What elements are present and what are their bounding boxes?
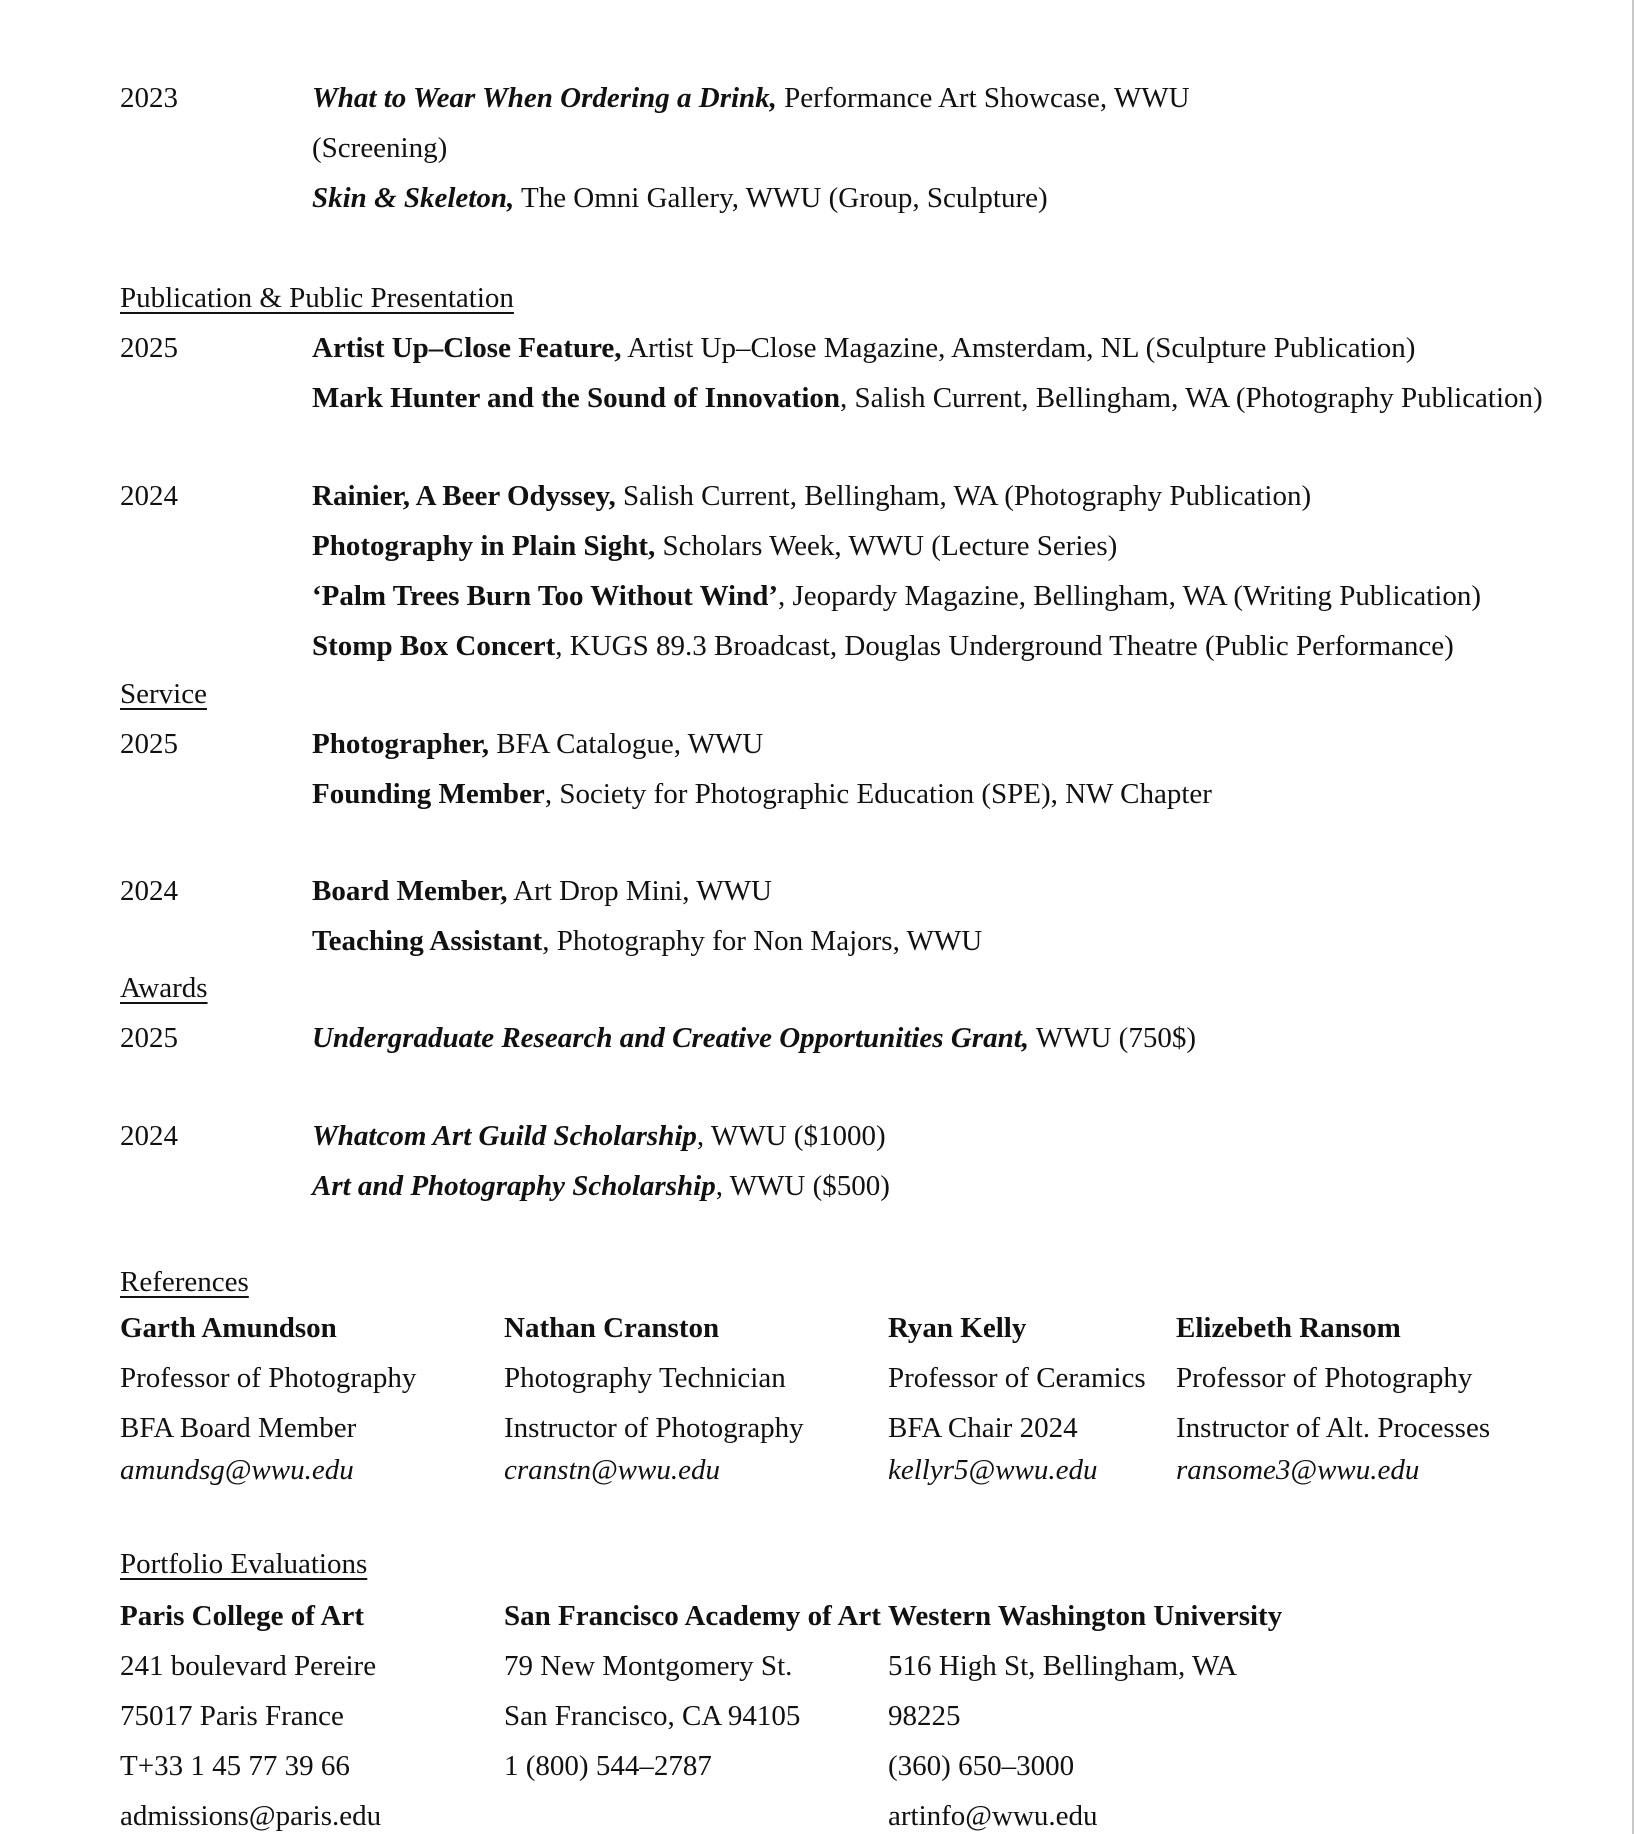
publication-entry [312, 628, 1454, 664]
school-address-line: 516 High St, Bellingham, WA [888, 1650, 1238, 1682]
reference-name: Ryan Kelly [888, 1312, 1027, 1344]
award-entry [312, 1118, 886, 1154]
reference-role: Professor of Photography [1176, 1362, 1473, 1394]
publication-entry [312, 528, 1117, 564]
school-phone: (360) 650–3000 [888, 1750, 1075, 1782]
publication-entry [312, 478, 1311, 514]
exhibition-entry-continued: (Screening) [312, 132, 448, 164]
school-phone: T+33 1 45 77 39 66 [120, 1750, 350, 1782]
entry-detail: Scholars Week, WWU (Lecture Series) [655, 530, 1118, 562]
reference-role: Professor of Ceramics [888, 1362, 1146, 1394]
exhibition-year-2023: 2023 [120, 82, 178, 114]
reference-email[interactable]: amundsg@wwu.edu [120, 1454, 354, 1486]
service-entry [312, 726, 763, 762]
school-name: Western Washington University [888, 1600, 1283, 1632]
entry-detail: , Photography for Non Majors, WWU [542, 925, 983, 957]
entry-detail: The Omni Gallery, WWU (Group, Sculpture) [514, 182, 1048, 214]
entry-title: Artist Up–Close Feature, [312, 332, 622, 364]
service-year-2024: 2024 [120, 875, 178, 907]
reference-role-secondary: BFA Chair 2024 [888, 1412, 1078, 1444]
section-heading-portfolio: Portfolio Evaluations [120, 1548, 368, 1580]
service-entry [312, 873, 772, 909]
reference-email[interactable]: ransome3@wwu.edu [1176, 1454, 1420, 1486]
publication-entry [312, 578, 1481, 614]
entry-detail: Artist Up–Close Magazine, Amsterdam, NL (Sculpture Publication) [621, 332, 1416, 364]
entry-detail: BFA Catalogue, WWU [488, 728, 764, 760]
entry-title: Mark Hunter and the Sound of Innovation [312, 382, 841, 414]
reference-role-secondary: Instructor of Photography [504, 1412, 804, 1444]
service-entry [312, 923, 982, 959]
awards-year-2025: 2025 [120, 1022, 178, 1054]
entry-detail: , Society for Photographic Education (SPE), NW Chapter [544, 778, 1212, 810]
section-heading-references: References [120, 1266, 249, 1298]
school-email[interactable]: artinfo@wwu.edu [888, 1800, 1098, 1832]
entry-detail: WWU (750$) [1029, 1022, 1196, 1054]
school-phone: 1 (800) 544–2787 [504, 1750, 712, 1782]
award-entry [312, 1020, 1196, 1056]
publication-year-2024: 2024 [120, 480, 178, 512]
school-name: San Francisco Academy of Art [504, 1600, 881, 1632]
entry-title: Board Member, [312, 875, 508, 907]
entry-detail: , KUGS 89.3 Broadcast, Douglas Underground Theatre (Public Performance) [555, 630, 1454, 662]
exhibition-entry [312, 180, 1048, 216]
entry-detail: Performance Art Showcase, WWU [776, 82, 1190, 114]
entry-detail: , Salish Current, Bellingham, WA (Photography Publication) [840, 382, 1543, 414]
school-name: Paris College of Art [120, 1600, 365, 1632]
entry-title: Stomp Box Concert [312, 630, 556, 662]
entry-title: Photography in Plain Sight, [312, 530, 656, 562]
entry-title: Art and Photography Scholarship [312, 1170, 716, 1202]
publication-entry [312, 380, 1543, 416]
entry-title: Skin & Skeleton, [312, 182, 515, 214]
entry-title: Founding Member [312, 778, 545, 810]
exhibition-entry [312, 80, 1190, 116]
service-entry [312, 776, 1212, 812]
reference-name: Garth Amundson [120, 1312, 337, 1344]
section-heading-service: Service [120, 678, 207, 710]
publication-year-2025: 2025 [120, 332, 178, 364]
entry-detail: Art Drop Mini, WWU [507, 875, 772, 907]
entry-title: Photographer, [312, 728, 489, 760]
awards-year-2024: 2024 [120, 1120, 178, 1152]
publication-entry [312, 330, 1415, 366]
entry-detail: , Jeopardy Magazine, Bellingham, WA (Writing Publication) [778, 580, 1482, 612]
entry-title: ‘Palm Trees Burn Too Without Wind’ [312, 580, 779, 612]
school-address-line: 98225 [888, 1700, 961, 1732]
entry-title: Teaching Assistant [312, 925, 543, 957]
school-address-line: 75017 Paris France [120, 1700, 344, 1732]
section-heading-publication: Publication & Public Presentation [120, 282, 514, 314]
school-address-line: 79 New Montgomery St. [504, 1650, 793, 1682]
entry-title: Rainier, A Beer Odyssey, [312, 480, 616, 512]
entry-detail: , WWU ($1000) [696, 1120, 886, 1152]
entry-detail: , WWU ($500) [715, 1170, 890, 1202]
reference-name: Nathan Cranston [504, 1312, 720, 1344]
reference-name: Elizebeth Ransom [1176, 1312, 1401, 1344]
section-heading-awards: Awards [120, 972, 208, 1004]
entry-title: Whatcom Art Guild Scholarship [312, 1120, 697, 1152]
school-address-line: San Francisco, CA 94105 [504, 1700, 801, 1732]
entry-title: What to Wear When Ordering a Drink, [312, 82, 777, 114]
school-email[interactable]: admissions@paris.edu [120, 1800, 382, 1832]
award-entry [312, 1168, 890, 1204]
reference-email[interactable]: cranstn@wwu.edu [504, 1454, 720, 1486]
reference-role-secondary: Instructor of Alt. Processes [1176, 1412, 1491, 1444]
school-address-line: 241 boulevard Pereire [120, 1650, 377, 1682]
reference-role: Photography Technician [504, 1362, 786, 1394]
service-year-2025: 2025 [120, 728, 178, 760]
reference-role-secondary: BFA Board Member [120, 1412, 357, 1444]
entry-detail: Salish Current, Bellingham, WA (Photography Publication) [615, 480, 1312, 512]
entry-title: Undergraduate Research and Creative Opportunities Grant, [312, 1022, 1029, 1054]
reference-role: Professor of Photography [120, 1362, 417, 1394]
reference-email[interactable]: kellyr5@wwu.edu [888, 1454, 1098, 1486]
